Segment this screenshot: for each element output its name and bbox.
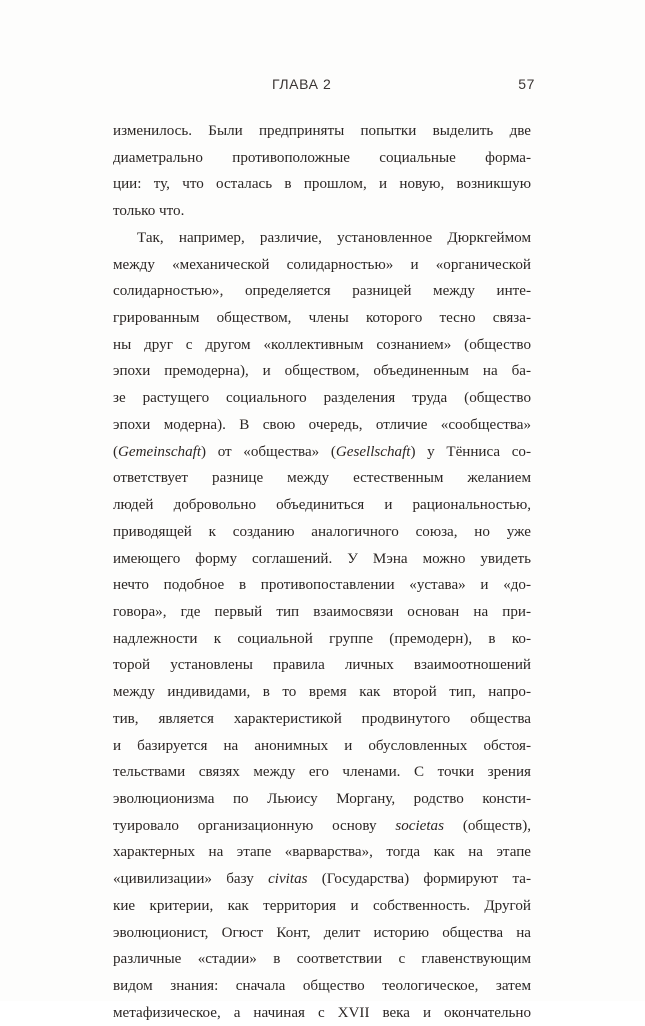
text-line: тельствами связях между его членами. С точки зрения [113,764,531,781]
text-line: эволюционист, Огюст Конт, делит историю общества на [113,924,531,941]
text-line: изменилось. Были предприняты попытки выделить две [113,123,531,139]
text-segment: «цивилизации» базу [113,871,269,888]
text-line: и базируется на анонимных и обусловленных обстоя- [113,737,531,754]
chapter-label: ГЛАВА 2 [272,76,332,92]
text-line: между «механической солидарностью» и «органической [113,256,531,273]
text-line: говора», где первый тип взаимосвязи основан на при- [113,603,531,620]
italic-term: Gemeinschaft [118,443,202,460]
page-number: 57 [518,76,535,92]
text-line: ответствует разнице между естественным желанием [113,470,531,487]
text-line: нечто подобное в противопоставлении «устава» и «до- [113,577,531,594]
text-line: грированным обществом, члены которого тесно связа- [113,310,531,327]
text-line: людей добровольно объединиться и рациональностью, [113,497,531,514]
text-line: тив, является характеристикой продвинутого общества [113,710,531,727]
text-line: солидарностью», определяется разницей между инте- [113,283,531,300]
text-segment: ) у Тённиса со- [410,443,531,460]
text-line: Так, например, различие, установленное Дюркгеймом [137,229,531,246]
text-segment: (Государства) формируют та- [307,871,531,888]
text-line: надлежности к социальной группе (премодерн), в ко- [113,630,531,647]
text-line: зе растущего социального разделения труда (общество [113,390,531,407]
text-line: диаметрально противоположные социальные форма- [113,149,531,166]
text-line: эпохи модерна). В свою очередь, отличие «сообщества» [113,416,531,433]
text-line [113,866,531,893]
text-segment: туировало организационную основу [113,817,396,834]
text-line: имеющего форму соглашений. У Мэна можно увидеть [113,550,531,567]
italic-term: Gesellschaft [335,443,411,460]
text-line: кие критерии, как территория и собственность. Другой [113,897,531,914]
text-line: метафизическое, а начиная с XVII века и окончательно [113,1004,531,1021]
text-line: торой установлены правила личных взаимоотношений [113,657,531,674]
text-line: между индивидами, в то время как второй тип, напро- [113,684,531,701]
text-line: ции: ту, что осталась в прошлом, и новую, возникшую [113,176,531,193]
text-line: приводящей к созданию аналогичного союза, но уже [113,523,531,540]
text-line: эволюционизма по Льюису Моргану, родство консти- [113,790,531,807]
text-line: видом знания: сначала общество теологическое, затем [113,978,531,994]
body-text [113,118,531,1026]
text-line: только что. [113,203,185,220]
text-line: ны друг с другом «коллективным сознанием» (общество [113,336,531,353]
text-line: различные «стадии» в соответствии с главенствующим [113,951,531,968]
running-head [0,76,645,98]
text-segment: ) от «общества» ( [201,443,336,460]
text-line: характерных на этапе «варварства», тогда как на этапе [113,844,531,861]
text-line [113,813,531,840]
italic-term: societas [395,817,444,834]
text-line: эпохи премодерна), и обществом, объединенным на ба- [113,363,531,380]
text-line [113,439,531,466]
text-segment: (обществ), [443,817,531,834]
text-segment: ( [113,443,119,460]
italic-term: civitas [268,871,308,888]
